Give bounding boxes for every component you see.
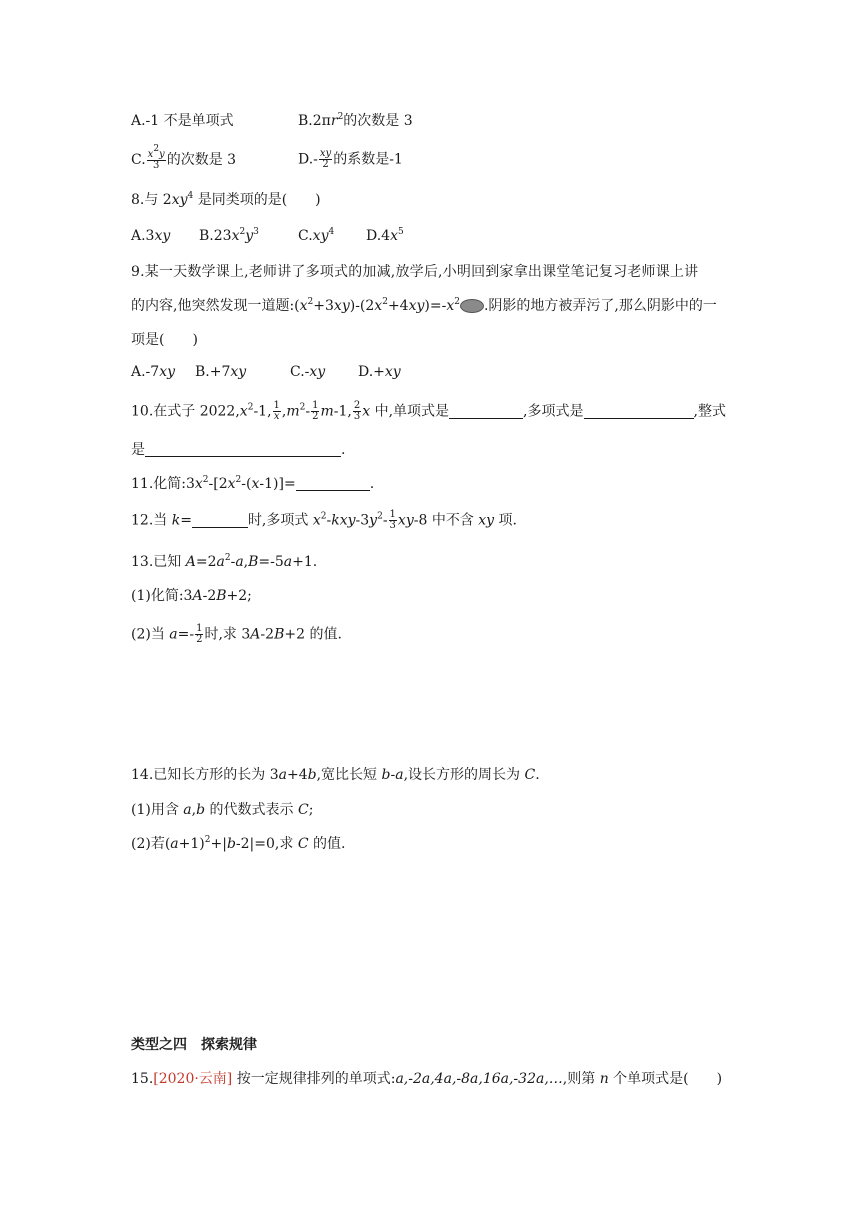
q7-option-d: D.- $\frac{xy}{2}$ 的系数是-1: [298, 148, 403, 170]
question-source: [2020·云南]: [153, 1071, 233, 1087]
q13-part-1: (1)化简:3A-2B+2;: [131, 588, 252, 604]
answer-blank[interactable]: [449, 404, 523, 419]
q14-part-2: (2)若$(a+1)^2+|b-2|=0$,求 C 的值.: [131, 835, 346, 852]
answer-blank[interactable]: [296, 476, 370, 491]
q13-part-2: (2)当 a=- $\frac{1}{2}$ 时,求 3A-2B+2 的值.: [131, 623, 342, 645]
q9-option-b: B.+7xy: [195, 364, 247, 380]
q8-option-d: $D.4x^5$: [366, 227, 404, 244]
q11: 11.化简$:3x^2-[2x^2-(x-1)]=$ .: [131, 475, 375, 492]
q7-option-b: $B.2\pi r^2$的次数是 3: [298, 112, 413, 129]
q9-option-d: D.+xy: [358, 364, 401, 380]
answer-blank[interactable]: [192, 513, 248, 528]
q9-line-3: 项是( ): [131, 332, 198, 348]
q8-option-b: $B.23x^2y^3$: [199, 227, 259, 244]
answer-blank[interactable]: [584, 404, 694, 419]
q9-option-a: A.-7xy: [131, 364, 176, 380]
q14-stem: 14.已知长方形的长为 3a+4b,宽比长短 b-a,设长方形的周长为 C.: [131, 767, 540, 783]
q14-part-1: (1)用含 a,b 的代数式表示 C;: [131, 802, 314, 818]
q7-option-c: C. $\frac{x^2y}{3}$ 的次数是 3: [131, 144, 237, 171]
q7-option-a: A.-1 不是单项式: [131, 113, 234, 129]
q8-stem: 8.与 $2xy^4$ 是同类项的是( ): [131, 191, 321, 208]
q15: 15.[2020·云南] 按一定规律排列的单项式:a,-2a,4a,-8a,16a,-32a,…,则第 n 个单项式是( ): [131, 1071, 723, 1087]
smudge-shape: [460, 299, 484, 313]
section-heading: 类型之四 探索规律: [131, 1037, 257, 1053]
q13-stem: 13.已知 $A=2a^2-a,B=-5a+1$.: [131, 553, 318, 570]
q10-line-2: 是 .: [131, 442, 346, 458]
q9-line-2: 的内容,他突然发现一道题$:(x^2+3xy)-(2x^2+4xy)=-x^2$ .阴影的地方被弄污了,那么阴影中的一: [131, 297, 717, 314]
q12: 12.当 k= 时,多项式 $x^2-kxy-3y^2-$ $\frac{1}{3}$ xy-8 中不含 xy 项.: [131, 509, 517, 531]
answer-blank[interactable]: [145, 442, 341, 457]
q8-option-a: A.3xy: [131, 228, 171, 244]
q8-option-c: $C.xy^4$: [298, 227, 335, 244]
q10-line-1: 10.在式子 $2022,x^2-1$, $\frac{1}{x}$ $,m^2-$ $\frac{1}{2}$ m-1, $\frac{2}{3}$ x 中,单项式是 ,多项式是 ,整式: [131, 400, 726, 422]
q9-option-c: C.-xy: [290, 364, 326, 380]
q9-line-1: 9.某一天数学课上,老师讲了多项式的加减,放学后,小明回到家拿出课堂笔记复习老师课上讲: [131, 264, 699, 280]
